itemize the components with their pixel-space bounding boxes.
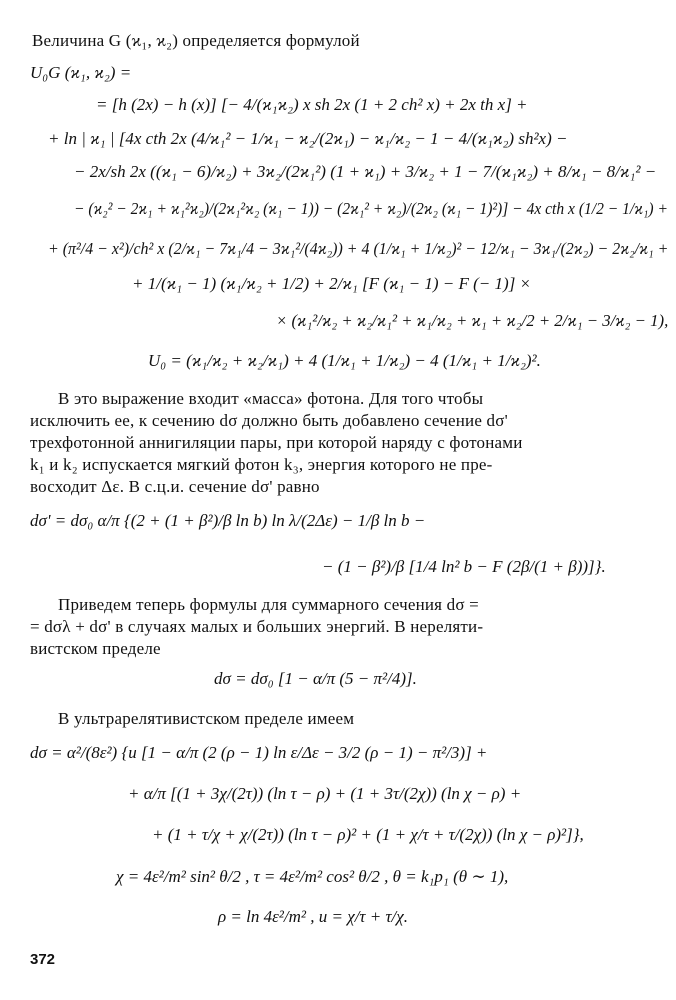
equation-line: dσ = dσ₀ [1 − α/π (5 − π²/4)]. — [214, 669, 417, 688]
text-line: = dσλ + dσ' в случаях малых и больших энергий. В нереляти- — [30, 617, 484, 636]
equation-line: dσ = α²/(8ε²) {u [1 − α/π (2 (ρ − 1) ln ε/Δε − 3/2 (ρ − 1) − π²/3)] + — [30, 743, 488, 762]
equation-line: − (ϰ₂² − 2ϰ₁ + ϰ₁²ϰ₂)/(2ϰ₁²ϰ₂ (ϰ₁ − 1)) − (2ϰ₁² + ϰ₂)/(2ϰ₂ (ϰ₁ − 1)²)] − 4x cth x (1/2 − 1/ϰ₁) + — [74, 199, 668, 218]
equation-line: + ln | ϰ₁ | [4x cth 2x (4/ϰ₁² − 1/ϰ₁ − ϰ₂/(2ϰ₁) − ϰ₁/ϰ₂ − 1 − 4/(ϰ₁ϰ₂) sh²x) − — [48, 129, 568, 148]
text-line: трехфотонной аннигиляции пары, при которой наряду с фотонами — [30, 433, 523, 452]
equation-line: + α/π [(1 + 3χ/(2τ)) (ln τ − ρ) + (1 + 3τ/(2χ)) (ln χ − ρ) + — [128, 784, 522, 803]
equation-line: + (1 + τ/χ + χ/(2τ)) (ln τ − ρ)² + (1 + χ/τ + τ/(2χ)) (ln χ − ρ)²]}, — [152, 825, 584, 844]
equation-line: dσ' = dσ₀ α/π {(2 + (1 + β²)/β ln b) ln λ/(2Δε) − 1/β ln b − — [30, 511, 426, 530]
equation-line: − 2x/sh 2x ((ϰ₁ − 6)/ϰ₂) + 3ϰ₂/(2ϰ₁²) (1 + ϰ₁) + 3/ϰ₂ + 1 − 7/(ϰ₁ϰ₂) + 8/ϰ₁ − 8/ϰ₁² − — [74, 162, 657, 181]
equation-line: − (1 − β²)/β [1/4 ln² b − F (2β/(1 + β))]}. — [322, 557, 606, 576]
page-number: 372 — [30, 951, 56, 968]
equation-line: + 1/(ϰ₁ − 1) (ϰ₁/ϰ₂ + 1/2) + 2/ϰ₁ [F (ϰ₁ − 1) − F (− 1)] × — [132, 274, 532, 293]
equation-line: + (π²/4 − x²)/ch² x (2/ϰ₁ − 7ϰ₁/4 − 3ϰ₁²/(4ϰ₂)) + 4 (1/ϰ₁ + 1/ϰ₂)² − 12/ϰ₁ − 3ϰ₁/(2ϰ₂) − 2ϰ₂/ϰ₁ + — [48, 239, 669, 258]
text-line: исключить ее, к сечению dσ должно быть добавлено сечение dσ' — [30, 411, 508, 430]
equation-line: ρ = ln 4ε²/m² , u = χ/τ + τ/χ. — [218, 907, 409, 926]
text-line: В ультрарелятивистском пределе имеем — [58, 709, 355, 728]
text-line: вистском пределе — [30, 639, 161, 658]
equation-line: U₀G (ϰ₁, ϰ₂) = — [30, 63, 132, 82]
text-line-intro: Величина G (ϰ₁, ϰ₂) определяется формулой — [32, 31, 360, 50]
text-line: восходит Δε. В с.ц.и. сечение dσ' равно — [30, 477, 320, 496]
equation-line: × (ϰ₁²/ϰ₂ + ϰ₂/ϰ₁² + ϰ₁/ϰ₂ + ϰ₁ + ϰ₂/2 + 2/ϰ₁ − 3/ϰ₂ − 1), — [276, 311, 669, 330]
text-line: В это выражение входит «масса» фотона. Для того чтобы — [58, 389, 484, 408]
equation-line: U₀ = (ϰ₁/ϰ₂ + ϰ₂/ϰ₁) + 4 (1/ϰ₁ + 1/ϰ₂) − 4 (1/ϰ₁ + 1/ϰ₂)². — [148, 351, 541, 370]
equation-line: = [h (2x) − h (x)] [− 4/(ϰ₁ϰ₂) x sh 2x (1 + 2 ch² x) + 2x th x] + — [96, 95, 528, 114]
equation-line: χ = 4ε²/m² sin² θ/2 , τ = 4ε²/m² cos² θ/2 , θ = k₁p₁ (θ ∼ 1), — [116, 867, 509, 886]
text-line: k₁ и k₂ испускается мягкий фотон k₃, энергия которого не пре- — [30, 455, 493, 474]
text-line: Приведем теперь формулы для суммарного сечения dσ = — [58, 595, 479, 614]
